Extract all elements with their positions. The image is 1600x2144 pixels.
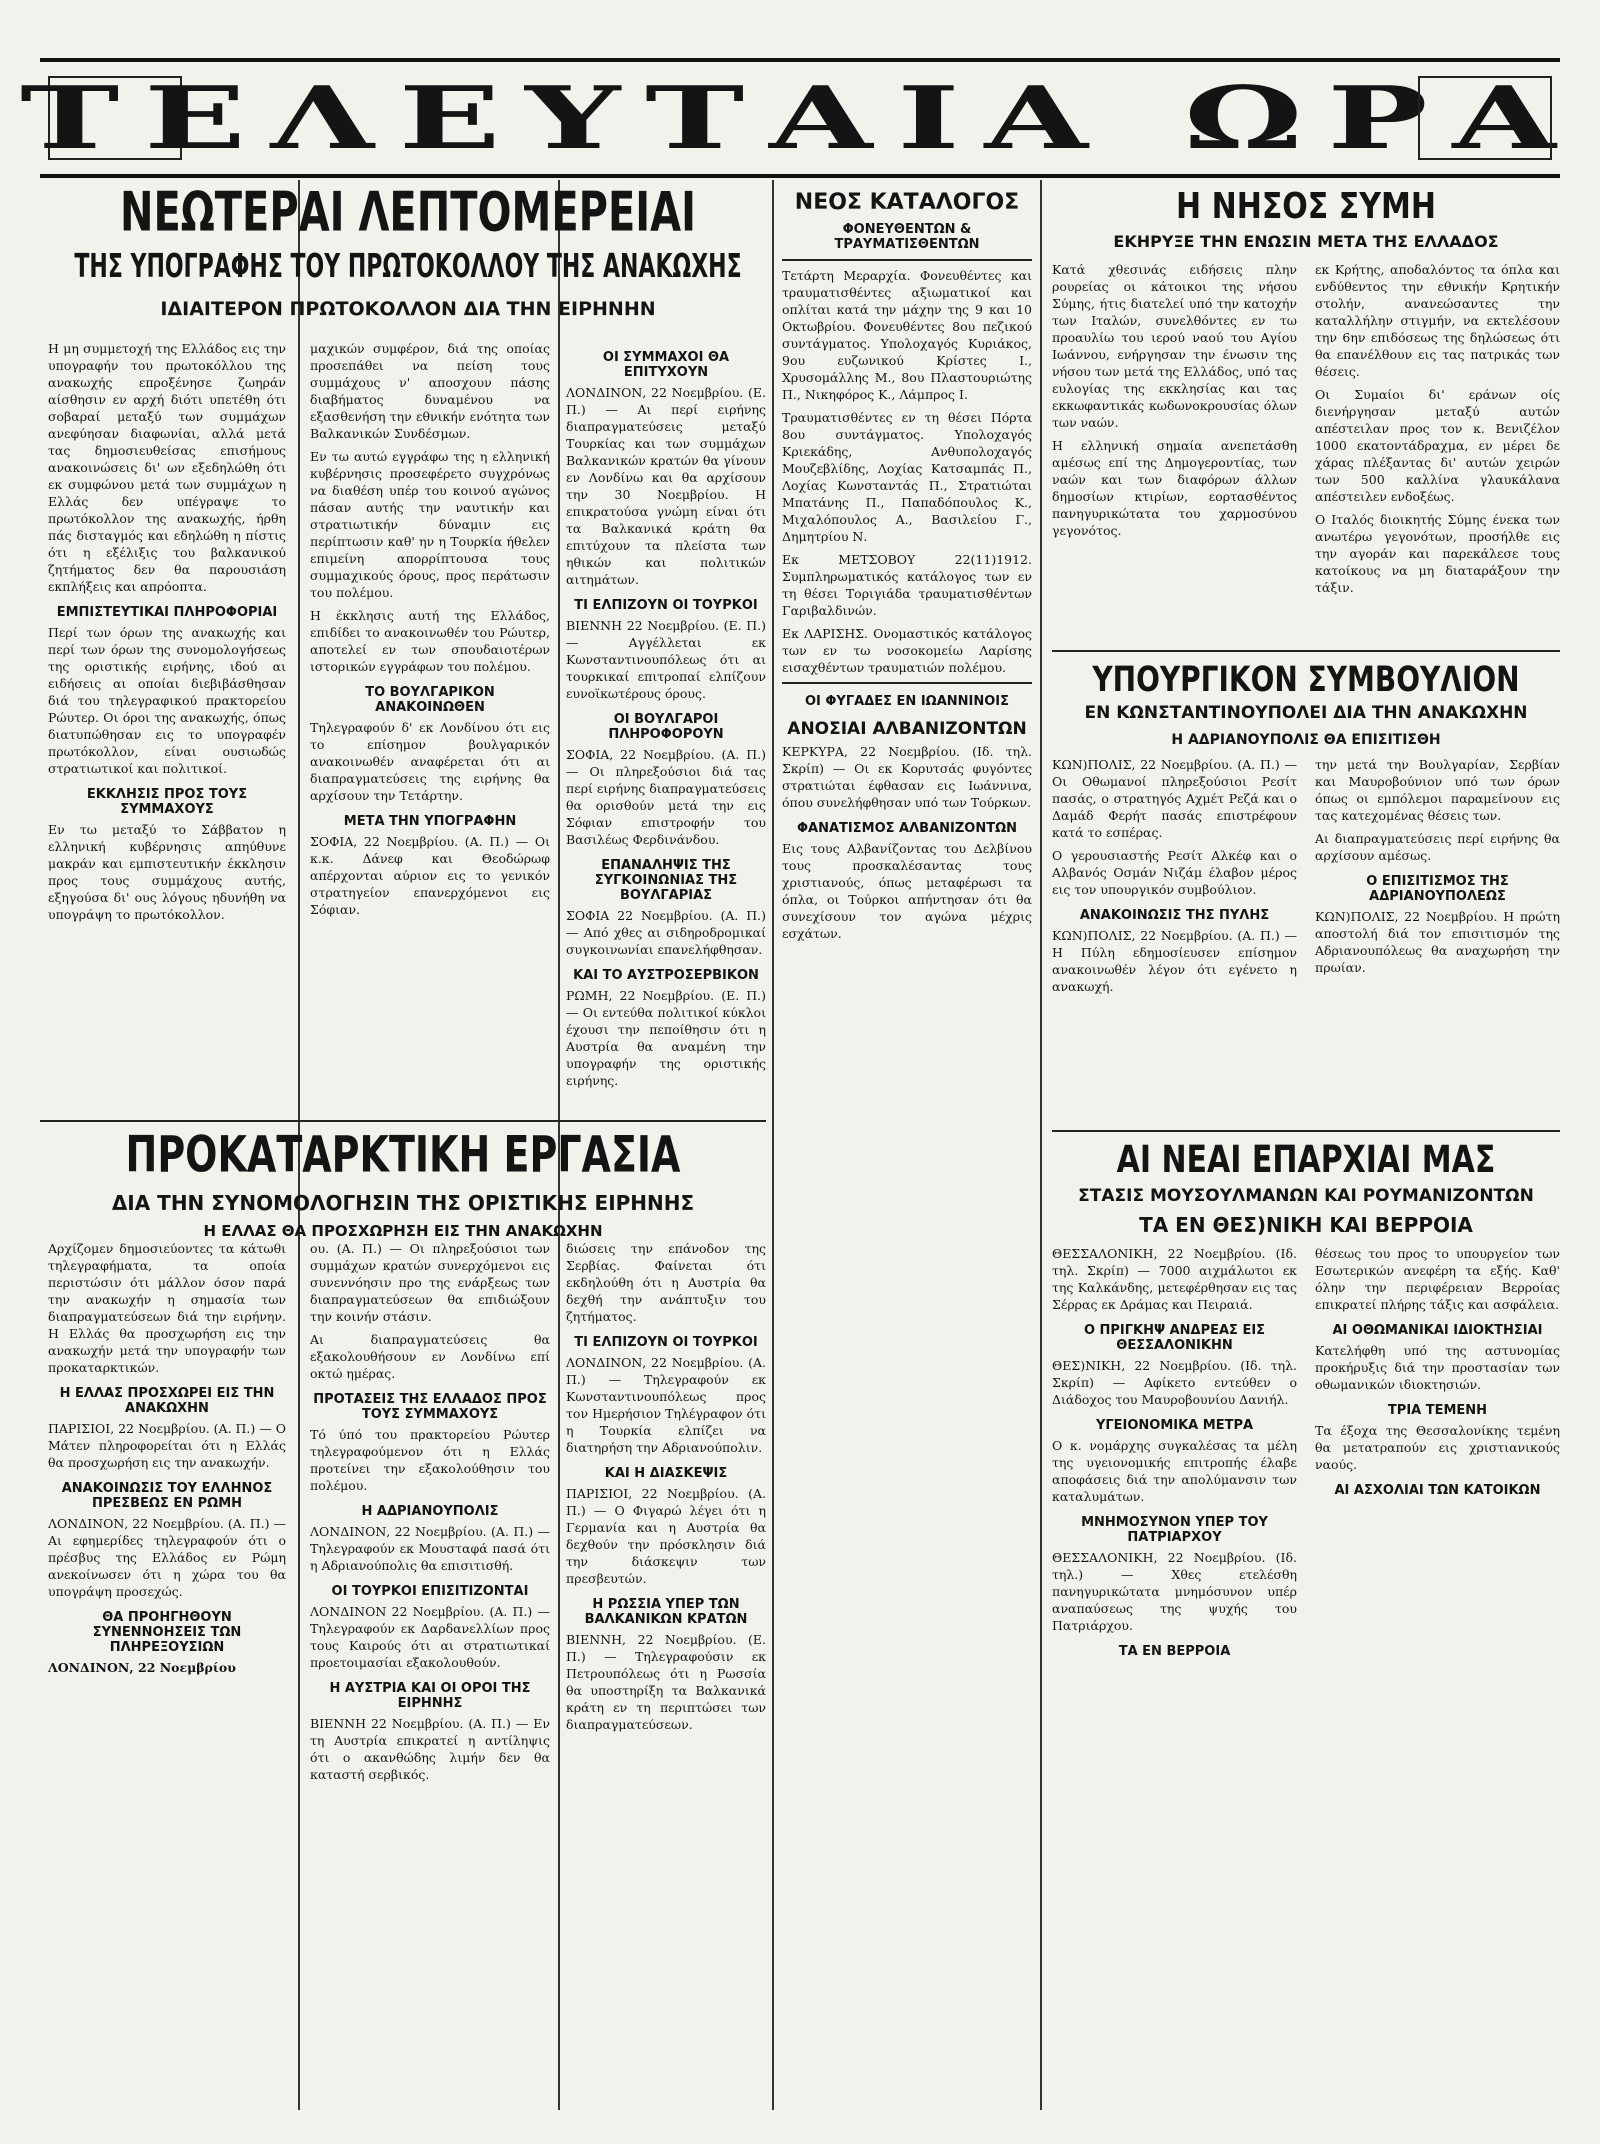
column-2-top <box>310 340 550 924</box>
prelim-body-6: Αι διαπραγματεύσεις θα εξακολουθήσουν εν Λονδίνω επί οκτώ ημέρας. <box>310 1332 550 1381</box>
column-rule <box>772 180 774 2110</box>
council-headline-2: ΕΝ ΚΩΝΣΤΑΝΤΙΝΟΥΠΟΛΕΙ ΔΙΑ ΤΗΝ ΑΝΑΚΩΧΗΝ <box>1084 703 1528 724</box>
section-heading: Ο ΠΡΙΓΚΗΨ ΑΝΔΡΕΑΣ ΕΙΣ ΘΕΣΣΑΛΟΝΙΚΗΝ <box>1083 1323 1266 1354</box>
prelim-body-8: ΛΟΝΔΙΝΟΝ, 22 Νοεμβρίου. (Α. Π.) — Τηλεγραφούν εκ Μουσταφά πασά ότι η Αδριανούπολις θα επισιτισθή. <box>310 1524 550 1573</box>
victims-body-5: ΚΕΡΚΥΡΑ, 22 Νοεμβρίου. (Ιδ. τηλ. Σκρίπ) — Οι εκ Κορυτσάς φυγόντες στρατιώται έφθασαν εις Ιωάννινα, όπου συνελήφθησαν υπό των Τούρκων. <box>782 744 1032 811</box>
mid-body-3: ΣΟΦΙΑ, 22 Νοεμβρίου. (Α. Π.) — Οι πληρεξούσιοι διά τας περί ειρήνης διαπραγματεύσεις θα ορισθούν μετά την εις Σόφιαν επιστροφήν του Βασιλέως Φερδινάνδου. <box>566 747 766 847</box>
prelim-body-9: ΛΟΝΔΙΝΟΝ 22 Νοεμβρίου. (Α. Π.) — Τηλεγραφούν εκ Δαρδανελλίων προς τους Καιρούς ότι αι στρατιωτικαί προετοιμασίαι εξακολουθούν. <box>310 1604 550 1670</box>
section-heading: ΑΝΑΚΟΙΝΩΣΙΣ ΤΗΣ ΠΥΛΗΣ <box>1079 907 1270 923</box>
symi-body-4: Οι Συμαίοι δι' εράνων οίς διενήργησαν μεταξύ αυτών απέστειλαν προς τον κ. Βενιζέλον 1000 εκατοντάδραχμα, εν μέρει δε χάρας πλέξαντας δι' αυτών χειρών των 500 καλλίνα γλαυκάλανα απέστειλεν ενδοξέως. <box>1315 386 1560 504</box>
section-heading: ΤΟ ΒΟΥΛΓΑΡΙΚΟΝ ΑΝΑΚΟΙΝΩΘΕΝ <box>365 685 495 715</box>
section-heading: Η ΕΛΛΑΣ ΠΡΟΣΧΩΡΕΙ ΕΙΣ ΤΗΝ ΑΝΑΚΩΧΗΝ <box>59 1386 275 1416</box>
lead-article <box>48 180 768 327</box>
column-3-bottom <box>566 1240 766 1739</box>
section-heading: ΟΙ ΣΥΜΜΑΧΟΙ ΘΑ ΕΠΙΤΥΧΟΥΝ <box>602 350 730 380</box>
section-heading: ΚΑΙ Η ΔΙΑΣΚΕΨΙΣ <box>604 1466 728 1481</box>
provinces-article <box>1052 1130 1560 1663</box>
section-heading: ΘΑ ΠΡΟΗΓΗΘΟΥΝ ΣΥΝΕΝΝΟΗΣΕΙΣ ΤΩΝ ΠΛΗΡΕΞΟΥΣΙΩΝ <box>92 1610 242 1655</box>
provinces-headline: ΑΙ ΝΕΑΙ ΕΠΑΡΧΙΑΙ ΜΑΣ <box>1116 1138 1496 1183</box>
provinces-body-7: ΘΕΣΣΑΛΟΝΙΚΗ, 22 Νοεμβρίου. (Ιδ. τηλ.) — Χθες ετελέσθη πανηγυρικώτατα μνημόσυνον υπέρ αναπαύσεως της ψυχής του Πατριάρχου. <box>1052 1550 1297 1634</box>
prelim-body-3: ΛΟΝΔΙΝΟΝ, 22 Νοεμβρίου. (Α. Π.) — Αι εφημερίδες τηλεγραφούν ότι ο πρέσβυς της Ελλάδος εν Ρώμη ανεκοίνωσεν ότι η χώρα του θα υπογράψη προσεχώς. <box>48 1516 286 1599</box>
section-heading: ΑΙ ΑΣΧΟΛΙΑΙ ΤΩΝ ΚΑΤΟΙΚΩΝ <box>1334 1483 1541 1499</box>
lead-body-2: Περί των όρων της ανακωχής και περί των όρων της συνομολογήσεως της οριστικής ειρήνης, ιδού αι ειδήσεις αι οποίαι διεβιβάσθησαν διά του τηλεγραφικού πρακτορείου Ρώυτερ. Οι όροι της ανακωχής, όπως διατυπώθησαν εις το υπογραφέν πρωτόκολλον, είναι ουσιωδώς στρατιωτικοί και πολιτικοί. <box>48 625 286 776</box>
council-headline-3: Η ΑΔΡΙΑΝΟΥΠΟΛΙΣ ΘΑ ΕΠΙΣΙΤΙΣΘΗ <box>1171 731 1441 748</box>
section-heading: ΥΓΕΙΟΝΟΜΙΚΑ ΜΕΤΡΑ <box>1095 1418 1254 1434</box>
prelim-body-14: ΒΙΕΝΝΗ, 22 Νοεμβρίου. (Ε. Π.) — Τηλεγραφούσιν εκ Πετρουπόλεως ότι η Ρωσσία θα υποστηρίξη τα Βαλκανικά κράτη εν τη περιπτώσει των διαπραγματεύσεων. <box>566 1632 766 1732</box>
symi-body-2: Η ελληνική σημαία ανεπετάσθη αμέσως επί της Δημογεροντίας, των ναών και των διαφόρων άλλων δημοσίων κτιρίων, εορτασθέντος πανηγυρικώτατα του χαρμοσύνου γεγονότος. <box>1052 437 1297 538</box>
prelim-body-13: ΠΑΡΙΣΙΟΙ, 22 Νοεμβρίου. (Α. Π.) — Ο Φιγαρώ λέγει ότι η Γερμανία και η Αυστρία θα δεχθούν την πρόσκλησιν διά την διάσκεψιν των πρεσβευτών. <box>566 1486 766 1586</box>
mid-body-5: ΡΩΜΗ, 22 Νοεμβρίου. (Ε. Π.) — Οι εντεύθα πολιτικοί κύκλοι έχουσι την πεποίθησιν ότι η Αυστρία θα αναμένη την υπογραφήν της οριστικής ειρήνης. <box>566 988 766 1088</box>
victims-body-3: Εκ ΜΕΤΣΟΒΟΥ 22(11)1912. Συμπληρωματικός κατάλογος των εν τη θέσει Τοριγιάδα τραυματισθέντων Γαριβαλδινών. <box>782 552 1032 619</box>
symi-headline-2: ΕΚΗΡΥΞΕ ΤΗΝ ΕΝΩΣΙΝ ΜΕΤΑ ΤΗΣ ΕΛΛΑΔΟΣ <box>1113 231 1499 251</box>
section-heading: ΦΑΝΑΤΙΣΜΟΣ ΑΛΒΑΝΙΖΟΝΤΩΝ <box>797 821 1017 837</box>
column-rule <box>1040 180 1042 2110</box>
victims-body-6: Εις τους Αλβανίζοντας του Δελβίνου τους προσκαλέσαντας τους χριστιανούς, όπως μεταφέρωσι τα όπλα, οι Τούρκοι απήντησαν ότι θα συνεχίσουν τον αγώνα μέχρις εσχάτων. <box>782 841 1032 942</box>
victims-body-1: Τετάρτη Μεραρχία. Φονευθέντες και τραυματισθέντες αξιωματικοί και οπλίται κατά την μάχην της 9 και 10 Οκτωβρίου. Φονευθέντες 8ου πεζικού συντάγματος. Υπολοχαγός Κυριάκος, 9ου ευζωνικού Κρίστες Ι., Χρυσομάλλης Μ., 8ου Πλαστουριώτης Π., Νικηφόρος Κ., Λάμπρος Ι. <box>782 268 1032 403</box>
prelim-body-10: ΒΙΕΝΝΗ 22 Νοεμβρίου. (Α. Π.) — Εν τη Αυστρία επικρατεί η αντίληψις ότι ο ακανθώδης λιμήν δεν θα καταστή σερβικός. <box>310 1716 550 1782</box>
council-body-5: ΚΩΝ)ΠΟΛΙΣ, 22 Νοεμβρίου. (Α. Π.) — Η Πύλη εδημοσίευσεν επίσημον ανακοινωθέν λέγον ότι εγένετο η ανακωχή. <box>1052 927 1297 994</box>
lead-body-3: Εν τω μεταξύ το Σάββατον η ελληνική κυβέρνησις απηύθυνε μακράν και εμπιστευτικήν έκκλησιν προς τους συμμάχους αυτής, εξηγούσα δι' ους λόγους ηδυνήθη να υπογράψη το πρωτόκολλον. <box>48 822 286 922</box>
prelim-article <box>40 1120 766 1246</box>
mid-body-1: ΛΟΝΔΙΝΟΝ, 22 Νοεμβρίου. (Ε. Π.) — Αι περί ειρήνης διαπραγματεύσεις μεταξύ Τουρκίας και των συμμάχων Βαλκανικών κρατών θα γίνουν εν Λονδίνω και θα αρχίσουν την 30 Νοεμβρίου. Η επικρατούσα γνώμη είναι ότι τα Βαλκανικά κράτη θα επιτύχουν τα πλείστα των ηθικών και πολιτικών αιτημάτων. <box>566 385 766 587</box>
section-heading: ΟΙ ΦΥΓΑΔΕΣ ΕΝ ΙΩΑΝΝΙΝΟΙΣ <box>804 694 1010 710</box>
symi-article <box>1052 180 1560 602</box>
section-heading: ΤΙ ΕΛΠΙΖΟΥΝ ΟΙ ΤΟΥΡΚΟΙ <box>574 1335 758 1350</box>
provinces-body-2: θέσεως του προς το υπουργείον των Εσωτερικών ανεφέρη τα εξής. Καθ' όλην την περιφέρειαν Βερροίας επικρατεί πλήρης τάξις και ασφάλεια. <box>1315 1246 1560 1313</box>
provinces-body-5: Κατελήφθη υπό της αστυνομίας προκήρυξις διά την προστασίαν των οθωμανικών ιδιοκτησιών. <box>1315 1343 1560 1393</box>
section-heading: ΜΕΤΑ ΤΗΝ ΥΠΟΓΡΑΦΗΝ <box>343 814 517 829</box>
lead-headline: ΝΕΩΤΕΡΑΙ ΛΕΠΤΟΜΕΡΕΙΑΙ <box>119 181 697 245</box>
council-headline: ΥΠΟΥΡΓΙΚΟΝ ΣΥΜΒΟΥΛΙΟΝ <box>1092 658 1520 700</box>
victims-headline-2: ΦΟΝΕΥΘΕΝΤΩΝ & ΤΡΑΥΜΑΤΙΣΘΕΝΤΩΝ <box>834 222 980 253</box>
lead-body-4: μαχικών συμφέρον, διά της οποίας προσεπάθει να πείση τους συμμάχους ν' αποσχουν πάσης διαβήματος δυναμένου να εξασθενήση την εθνικήν ενότητα των Βαλκανικών Συνδέσμων. <box>310 341 550 441</box>
prelim-body-1: Αρχίζομεν δημοσιεύοντες τα κάτωθι τηλεγραφήματα, τα οποία περιστώσιν ότι μάλλον όσον παρά την ανακωχήν η σημασία των διαπραγματεύσεων διά την ειρήνην. Η Ελλάς θα προσχωρήση εις την ανακωχήν μετά την υπογραφήν των προκαταρκτικών. <box>48 1241 286 1375</box>
section-heading: Η ΡΩΣΣΙΑ ΥΠΕΡ ΤΩΝ ΒΑΛΚΑΝΙΚΩΝ ΚΡΑΤΩΝ <box>584 1597 748 1627</box>
lead-body-1: Η μη συμμετοχή της Ελλάδος εις την υπογραφήν του πρωτοκόλλου της ανακωχής επροξένησε ζωηράν αίσθησιν εν αρχή διότι υπετέθη ότι σοβαραί μεταξύ των συμμάχων ανεφύησαν διαφωνίαι, αλλά μετά τας δημοσιευθείσας επισήμους ανακοινώσεις δι' ων εξεδηλώθη ότι εκ συμφώνου μετά των συμμάχων η Ελλάς δεν υπέγραψε το πρωτόκολλον της ανακωχής, ήρθη πάς δισταγμός και εδηλώθη η πίστις ότι η εξέλιξις του βαλκανικού ζητήματος δεν θα παρουσιάση εκπλήξεις και απρόοπτα. <box>48 341 286 594</box>
prelim-body-7: Τό ύπό του πρακτορείου Ρώυτερ τηλεγραφούμενον ότι η Ελλάς προτείνει την εξακολούθησιν του πολέμου. <box>310 1427 550 1493</box>
provinces-body-4: Ο κ. νομάρχης συγκαλέσας τα μέλη της υγειονομικής επιτροπής έλαβε αποφάσεις διά την απολύμανσιν των καταλυμάτων. <box>1052 1438 1297 1505</box>
section-heading: ΕΜΠΙΣΤΕΥΤΙΚΑΙ ΠΛΗΡΟΦΟΡΙΑΙ <box>56 605 278 620</box>
section-heading: ΤΡΙΑ ΤΕΜΕΝΗ <box>1387 1403 1488 1419</box>
section-heading: ΑΙ ΟΘΩΜΑΝΙΚΑΙ ΙΔΙΟΚΤΗΣΙΑΙ <box>1332 1323 1543 1339</box>
lead-body-7: Τηλεγραφούν δ' εκ Λονδίνου ότι εις το επίσημον βουλγαρικόν ανακοινωθέν αναφέρεται ότι αι διαπραγματεύσεις της ειρήνης θα αρχίσουν την Τετάρτην. <box>310 720 550 803</box>
prelim-body-2: ΠΑΡΙΣΙΟΙ, 22 Νοεμβρίου. (Α. Π.) — Ο Μάτεν πληροφορείται ότι η Ελλάς θα προσχωρήση εις την ανακωχήν. <box>48 1421 286 1470</box>
prelim-body-11: διώσεις την επάνοδον της Σερβίας. Φαίνεται ότι εκδηλούθη ότι η Αυστρία θα δεχθή την ανάπτυξιν του ζητήματος. <box>566 1241 766 1324</box>
symi-body-3: εκ Κρήτης, αποδαλόντος τα όπλα και ενδύθεντος την εθνικήν Κρητικήν στολήν, ανανεώσαντες την καταλλήλην στιγμήν, να εκτελέσουν την 6ην επιδόσεως της δηλώσεως ότι θα επανέλθουν εις τας πατρικάς των θέσεις. <box>1315 261 1560 379</box>
provinces-body-1: ΘΕΣΣΑΛΟΝΙΚΗ, 22 Νοεμβρίου. (Ιδ. τηλ. Σκρίπ) — 7000 αιχμάλωτοι εκ της Καλκάνδης, μετεφέρθησαν εις τας Σέρρας εκ Δράμας και Πειραιά. <box>1052 1246 1297 1313</box>
provinces-headline-3: ΤΑ ΕΝ ΘΕΣ)ΝΙΚΗ ΚΑΙ ΒΕΡΡΟΙΑ <box>1139 1213 1473 1238</box>
council-article <box>1052 650 1560 1001</box>
section-heading: Ο ΕΠΙΣΙΤΙΣΜΟΣ ΤΗΣ ΑΔΡΙΑΝΟΥΠΟΛΕΩΣ <box>1366 873 1509 904</box>
section-heading: ΜΝΗΜΟΣΥΝΟΝ ΥΠΕΡ ΤΟΥ ΠΑΤΡΙΑΡΧΟΥ <box>1081 1515 1268 1546</box>
lead-body-5: Εν τω αυτώ εγγράφω της η ελληνική κυβέρνησις προσεφέρετο συγχρόνως να διαθέση υπέρ του κοινού αγώνος πάσαν αυτής την ναυτικήν και στρατιωτικήν δύναμιν εις περίπτωσιν καθ' ην η Τουρκία ήθελεν επιμείνη απορρίπτουσα τους συμμαχικούς όρους, προς περάτωσιν του πολέμου. <box>310 449 550 600</box>
prelim-headline: ΠΡΟΚΑΤΑΡΚΤΙΚΗ ΕΡΓΑΣΙΑ <box>125 1126 681 1184</box>
masthead <box>19 58 1581 178</box>
provinces-body-3: ΘΕΣ)ΝΙΚΗ, 22 Νοεμβρίου. (Ιδ. τηλ. Σκρίπ) — Αφίκετο εντεύθεν ο Διάδοχος του Μαυροβουνίου Δανιήλ. <box>1052 1358 1297 1408</box>
section-heading: Η ΑΔΡΙΑΝΟΥΠΟΛΙΣ <box>361 1504 499 1519</box>
lead-body-8: ΣΟΦΙΑ, 22 Νοεμβρίου. (Α. Π.) — Οι κ.κ. Δάνεφ και Θεοδώρωφ απέρχονται αύριον εις το γενικόν στρατηγείον επανερχόμενοι εις Σόφιαν. <box>310 834 550 917</box>
prelim-headline-3: Η ΕΛΛΑΣ ΘΑ ΠΡΟΣΧΩΡΗΣΗ ΕΙΣ ΤΗΝ ΑΝΑΚΩΧΗΝ <box>203 1221 603 1240</box>
symi-headline: Η ΝΗΣΟΣ ΣΥΜΗ <box>1176 185 1436 228</box>
council-body-2: Ο γερουσιαστής Ρεσίτ Αλκέφ και ο Αλβανός Οσμάν Νιζάμ έλαβον μέρος εις τον υπουργικόν συμβούλιον. <box>1052 847 1297 897</box>
victims-body-4: Εκ ΛΑΡΙΣΗΣ. Ονομαστικός κατάλογος των εν τω νοσοκομείω Λαρίσης εισαχθέντων τραυματιών πολέμου. <box>782 626 1032 676</box>
section-heading: ΠΡΟΤΑΣΕΙΣ ΤΗΣ ΕΛΛΑΔΟΣ ΠΡΟΣ ΤΟΥΣ ΣΥΜΜΑΧΟΥΣ <box>313 1392 547 1422</box>
column-1-top <box>48 340 286 929</box>
section-heading: ΤΑ ΕΝ ΒΕΡΡΟΙΑ <box>1118 1644 1231 1660</box>
prelim-headline-2: ΔΙΑ ΤΗΝ ΣΥΝΟΜΟΛΟΓΗΣΙΝ ΤΗΣ ΟΡΙΣΤΙΚΗΣ ΕΙΡΗΝΗΣ <box>111 1190 695 1215</box>
council-body-1: ΚΩΝ)ΠΟΛΙΣ, 22 Νοεμβρίου. (Α. Π.) — Οι Οθωμανοί πληρεξούσιοι Ρεσίτ πασάς, ο στρατηγός Αχμέτ Ρεζά και ο Δαμάδ Φερήτ πασάς επιστρέφουν κατά το εσπέρας. <box>1052 756 1297 840</box>
mid-body-4: ΣΟΦΙΑ 22 Νοεμβρίου. (Α. Π.) — Από χθες αι σιδηροδρομικαί συγκοινωνίαι επανελήφθησαν. <box>566 908 766 957</box>
column-4 <box>782 180 1032 948</box>
lead-headline-2: ΤΗΣ ΥΠΟΓΡΑΦΗΣ ΤΟΥ ΠΡΩΤΟΚΟΛΛΟΥ ΤΗΣ ΑΝΑΚΩΧΗΣ <box>74 248 742 287</box>
symi-body-5: Ο Ιταλός διοικητής Σύμης ένεκα των ανωτέρω γεγονότων, προσήλθε εις την αγοράν και παρεκάλεσε τους κατοίκους να μη διαταράξουν την τάξιν. <box>1315 511 1560 595</box>
section-heading: Η ΑΥΣΤΡΙΑ ΚΑΙ ΟΙ ΟΡΟΙ ΤΗΣ ΕΙΡΗΝΗΣ <box>329 1681 531 1711</box>
lead-subhead: ΙΔΙΑΙΤΕΡΟΝ ΠΡΩΤΟΚΟΛΛΟΝ ΔΙΑ ΤΗΝ ΕΙΡΗΝΗΝ <box>160 298 656 321</box>
prelim-body-12: ΛΟΝΔΙΝΟΝ, 22 Νοεμβρίου. (Α. Π.) — Τηλεγραφούν εκ Κωνσταντινουπόλεως προς τον Ημερήσιον Τηλέγραφον ότι η Τουρκία ελπίζει να διατηρήση την Αδριανούπολιν. <box>566 1355 766 1455</box>
lead-body-6: Η έκκλησις αυτή της Ελλάδος, επιδίδει το ανακοινωθέν του Ρώυτερ, αποτελεί εν των σπουδαιοτέρων ιστορικών εγγράφων του πολέμου. <box>310 608 550 674</box>
council-body-4: Αι διαπραγματεύσεις περί ειρήνης θα αρχίσουν αμέσως. <box>1315 830 1560 863</box>
provinces-body-6: Τα έξοχα της Θεσσαλονίκης τεμένη θα μετατραπούν εις χριστιανικούς ναούς. <box>1315 1423 1560 1473</box>
section-heading: ΕΚΚΛΗΣΙΣ ΠΡΟΣ ΤΟΥΣ ΣΥΜΜΑΧΟΥΣ <box>86 787 248 817</box>
section-heading: ΟΙ ΒΟΥΛΓΑΡΟΙ ΠΛΗΡΟΦΟΡΟΥΝ <box>608 712 724 742</box>
section-heading: ΚΑΙ ΤΟ ΑΥΣΤΡΟΣΕΡΒΙΚΟΝ <box>573 968 759 983</box>
column-1-bottom <box>48 1240 286 1682</box>
column-2-bottom <box>310 1240 550 1789</box>
section-heading: ΟΙ ΤΟΥΡΚΟΙ ΕΠΙΣΙΤΙΖΟΝΤΑΙ <box>331 1584 529 1599</box>
council-body-6: ΚΩΝ)ΠΟΛΙΣ, 22 Νοεμβρίου. Η πρώτη αποστολή διά τον επισιτισμόν της Αδριανουπόλεως θα αναχωρήση την πρωίαν. <box>1315 908 1560 975</box>
mid-body-2: ΒΙΕΝΝΗ 22 Νοεμβρίου. (Ε. Π.) — Αγγέλλεται εκ Κωνσταντινουπόλεως ότι αι τουρκικαί επιτροπαί ελπίζουν ευνοϊκωτέρους όρους. <box>566 618 766 701</box>
victims-body-2: Τραυματισθέντες εν τη θέσει Πόρτα 8ου συντάγματος. Υπολοχαγός Κριεκάδης, Ανθυπολοχαγός Μουζεβλίδης, Λοχίας Κατσαμπάς Π., Λοχίας Κωνσταντάς Π., Στρατιώται Μπατάνης Π., Παπαδόπουλος Κ., Μιχαλόπουλος Α., Βασιλείου Γ., Δημητρίου Ν. <box>782 410 1032 545</box>
section-heading: ΕΠΑΝΑΛΗΨΙΣ ΤΗΣ ΣΥΓΚΟΙΝΩΝΙΑΣ ΤΗΣ ΒΟΥΛΓΑΡΙΑΣ <box>594 858 738 903</box>
symi-body-1: Κατά χθεσινάς ειδήσεις πλην ρουρείας οι κάτοικοι της νήσου Σύμης, ήτις διατελεί υπό την κατοχήν των Ιταλών, συνελθόντες εν τω προαυλίω του ιερού ναού του Αγίου Ιωάννου, ενήργησαν την ένωσιν της νήσου των μετά της Ελλάδος, υπό τας ευλογίας της εκκλησίας και τας εκκωφαντικάς κωδωνοκρουσίας όλων των ναών. <box>1052 261 1297 430</box>
section-heading: ΤΙ ΕΛΠΙΖΟΥΝ ΟΙ ΤΟΥΡΚΟΙ <box>574 598 758 613</box>
column-3-top <box>566 340 766 1095</box>
victims-headline: ΝΕΟΣ ΚΑΤΑΛΟΓΟΣ <box>794 190 1020 215</box>
prelim-body-4: ΛΟΝΔΙΝΟΝ, 22 Νοεμβρίου <box>48 1660 236 1675</box>
provinces-headline-2: ΣΤΑΣΙΣ ΜΟΥΣΟΥΛΜΑΝΩΝ ΚΑΙ ΡΟΥΜΑΝΙΖΟΝΤΩΝ <box>1078 1185 1534 1206</box>
newspaper-title: ΤΕΛΕΥΤΑΙΑ ΩΡΑ <box>19 67 1581 169</box>
prelim-body-5: ου. (Α. Π.) — Οι πληρεξούσιοι των συμμάχων κρατών συνερχόμενοι εις συνεννόησιν προ της ενάρξεως των διαπραγματεύσεων θα επιδιώξουν την κοινήν στάσιν. <box>310 1241 550 1324</box>
section-heading: ΑΝΟΣΙΑΙ ΑΛΒΑΝΙΖΟΝΤΩΝ <box>787 719 1027 740</box>
section-heading: ΑΝΑΚΟΙΝΩΣΙΣ ΤΟΥ ΕΛΛΗΝΟΣ ΠΡΕΣΒΕΩΣ ΕΝ ΡΩΜΗ <box>61 1481 273 1511</box>
ornament-right-icon <box>1418 76 1552 160</box>
council-body-3: την μετά την Βουλγαρίαν, Σερβίαν και Μαυροβούνιον υπό των όρων όπως οι εμπόλεμοι παραμείνουν εις τας κατεχομένας θέσεις των. <box>1315 756 1560 823</box>
